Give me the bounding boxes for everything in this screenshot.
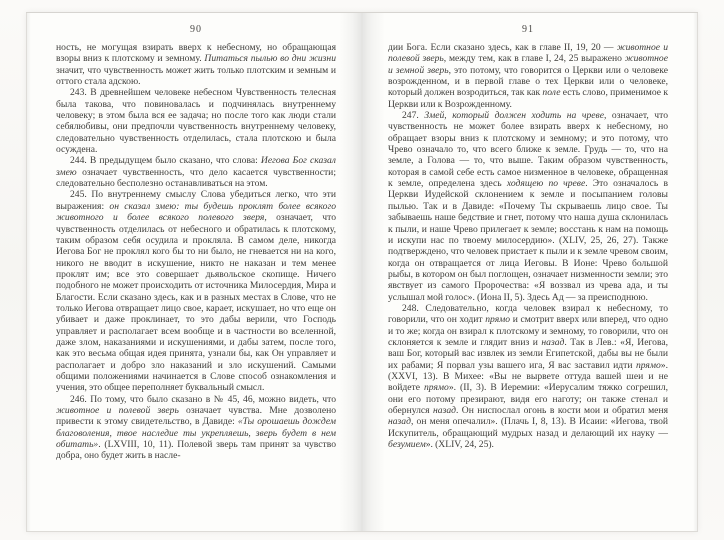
page-number-left: 90 bbox=[190, 24, 202, 35]
text-run: 245. По внутреннему смыслу Слова убедиться легко, что эти выражения: bbox=[56, 189, 336, 212]
text-run: , означает, что чувственность отделилась от небесного и обратилась к плотскому, таким образом себя осудила и прокляла. В самом деле, никогда Иегова Бог не проклял кого бы то ни было, не гневается ни на кого, никого не вводит в искушение, никто не наказан и тем менее проклят им; все это совершает дьявольское скопище. Ничего подобного не может происходить от источника Милосердия, Мира и Благости. Если сказано здесь, как и в разных местах в Слове, что не только Иегова отвращает лицо свое, карает, искушает, но что еще он убивает и даже проклинает, то это дабы верили, что Господь управляет и располагает всем вообще и в частности во вселенной, даже злом, наказаниями и искушениями, и дабы затем, после того, как это весьма общая идея принята, узнали бы, как Он управляет и располагает и добро зло наказаний и зло искушений. Самыми общими положениями начинается в Слове способ ознакомления и учения, это общее переполняет буквальный смысл. bbox=[56, 212, 336, 394]
text-run-italic: назад bbox=[541, 336, 565, 348]
text-run-italic: животное и полевой зверь bbox=[56, 405, 179, 416]
text-run: . Он ниспослал огонь в кости мои и обратил меня bbox=[455, 405, 668, 416]
text-run: есть слово, применимое к Церкви или к Возрожденному. bbox=[388, 87, 668, 110]
spread bbox=[26, 13, 698, 531]
text-run-italic: поле bbox=[542, 87, 561, 99]
text-run-italic: Питаться пылью во дни жизни bbox=[204, 53, 336, 65]
paragraph bbox=[388, 42, 668, 110]
text-run: , он меня опечалил». (Плачь I, 8, 13). В Исаии: «Иегова, твой Искупитель, обращающий мудрых назад и делающий их науку — bbox=[388, 416, 668, 439]
text-run-italic: прямо bbox=[485, 314, 511, 326]
paragraph bbox=[56, 394, 336, 462]
page-right bbox=[362, 13, 698, 531]
text-run-italic: прямо bbox=[423, 382, 449, 394]
text-run: . Это означалось в Церкви Иудейской склонением к земле и посыпанием головы пылью. Так и в Давиде: «Почему Ты скрываешь лицо свое. Ты забываешь наше бедствие и гнет, потому что наша душа склонилась к пыли, и наше Чрево прилегает к земле; восстань к нам на помощь и искупи нас по твоему милосердию». (XLIV, 25, 26, 27). Также подтверждено, что человек пристает к пыли и к земле чревом своим, когда он отвращается от лица Иеговы. В Ионе: Чрево большой рыбы, в котором он был поглощен, означает низменности земли; это явствует из самого Пророчества: «Я воззвал из чрева ада, и ты услышал мой голос». (Иона II, 5). Здесь Ад — за преисподнюю. bbox=[388, 178, 668, 303]
text-run-italic: животное и полевой зверь bbox=[388, 42, 668, 65]
text-run: 244. В предыдущем было сказано, что слова: bbox=[70, 155, 261, 167]
text-run: 243. В древнейшем человеке небесном Чувственность телесная была такова, что повиновалась и подчинялась внутреннему человеку; в этом была вся ее задача; но после того как люди стали себялюбивы, они предпочли чувственность внутреннему человеку, следовательно чувственность отделилась, стала плотскою и была осуждена. bbox=[56, 87, 336, 156]
text-run-italic: он сказал змею: ты будешь проклят более всякого животного и более всякого полевого зверя bbox=[56, 200, 336, 224]
text-run: , это потому, что говорится о Церкви или о человеке возрожденном, и в первой главе о тех Церкви или о человеке, который должен возродиться, так как bbox=[388, 64, 668, 99]
text-run-italic: назад bbox=[433, 405, 456, 416]
text-run: , между тем, как в главе I, 24, 25 выражено bbox=[443, 53, 625, 65]
text-run: ». (II, 3). В Иеремии: «Иерусалим тяжко согрешил, они его потому презирают, видя его наготу; он также стенал и обернулся bbox=[388, 382, 668, 416]
book-spread bbox=[26, 12, 698, 532]
text-run: . Так в Лев.: «Я, Иегова, ваш Бог, который вас извлек из земли Египетской, дабы вы не были их рабами; Я порвал узы вашего ига, Я вас заставил идти bbox=[388, 336, 669, 371]
paragraph bbox=[56, 155, 336, 189]
text-run-italic: прямо bbox=[635, 359, 661, 371]
text-run: 246. По тому, что было сказано в № 45, 46, можно видеть, что bbox=[70, 393, 336, 405]
paragraph bbox=[388, 303, 668, 450]
text-run: значит, что чувственность может жить только плотским и земным и оттого стала адскою. bbox=[56, 64, 336, 88]
text-run: дии Бога. Если сказано здесь, как в главе II, 19, 20 — bbox=[388, 42, 617, 53]
text-run-italic: животное и земной зверь bbox=[388, 53, 668, 76]
text-run-italic: назад bbox=[388, 416, 411, 428]
text-run: ». (XLIV, 24, 25). bbox=[425, 439, 494, 451]
text-run: означает чувства. Мне дозволено привести к этому свидетельство, в Давиде: bbox=[56, 405, 337, 428]
paragraph bbox=[388, 110, 668, 303]
text-run-italic: ходящею по чреве bbox=[506, 178, 586, 190]
page-text-right bbox=[388, 42, 668, 450]
text-run: . (LXVIII, 10, 11). Полевой зверь там принят за чувство добра, оно будет жить в насле- bbox=[56, 439, 336, 462]
text-run-italic: безумием bbox=[388, 439, 426, 451]
text-run: , означает, что чувственность не может более взирать вверх к небесному, но обращает взоры вниз к плотскому и земному; и это потому, что Чрево означало то, что всего ближе к земле. Грудь — то, что на земле, а Голова — то, что выше. Таким образом чувственность, которая в самой себе есть самое низменное в человеке, обращенная к земле, определена здесь bbox=[388, 110, 668, 190]
page-number-right: 91 bbox=[522, 24, 534, 35]
paragraph bbox=[56, 87, 336, 155]
text-run: и смотрит вверх или вперед, что одно и то же; когда он взирал к плотскому и земному, то говорили, что он склоняется к земле и глядит вниз и bbox=[388, 314, 668, 348]
text-run-italic: Змей, который должен ходить на чреве bbox=[424, 110, 604, 122]
text-run: означает чувственность, что дело касается чувственности; следовательно бесполезно останавливаться на этом. bbox=[56, 166, 336, 190]
text-run: 248. Следовательно, когда человек взирал к небесному, то говорили, что он ходит bbox=[388, 302, 668, 326]
text-run-italic: «Ты орошаешь дождем благоволения, твое наследие ты укрепляешь, зверь будет в нем обитать» bbox=[56, 416, 336, 451]
paragraph bbox=[56, 189, 336, 393]
text-run: 247. bbox=[402, 110, 425, 122]
text-run: ». (XXVI, 13). В Михее: «Вы не вырвете оттуда вашей шеи и не войдете bbox=[388, 359, 668, 394]
page-text-left bbox=[56, 42, 336, 462]
text-run-italic: Иегова Бог сказал змею bbox=[56, 155, 336, 178]
text-run: ность, не могущая взирать вверх к небесному, но обращающая взоры вниз к плотскому и земному. bbox=[56, 42, 336, 65]
paragraph bbox=[56, 42, 336, 87]
page-left bbox=[26, 13, 362, 531]
